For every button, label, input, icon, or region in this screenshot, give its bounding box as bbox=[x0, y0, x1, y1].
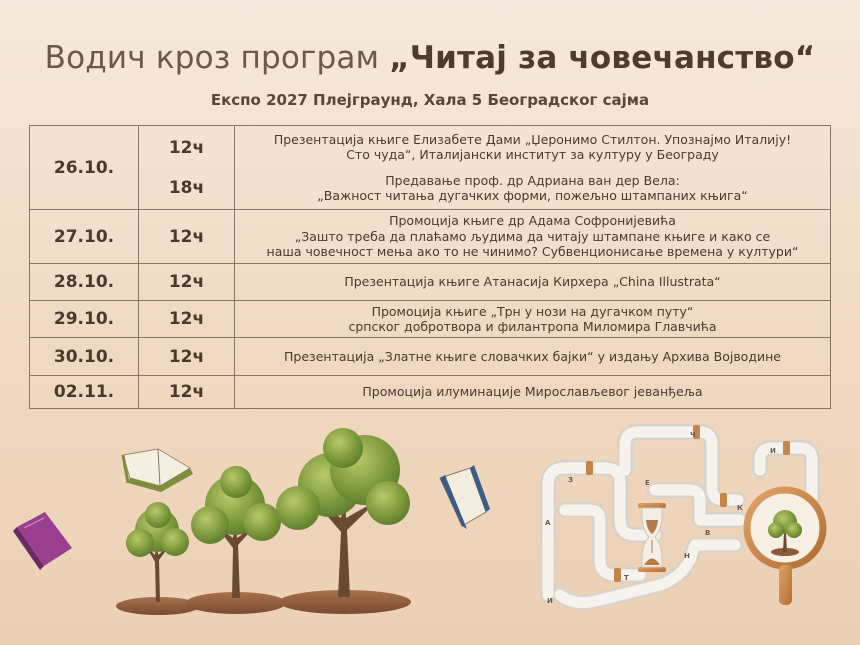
title-regular: Водич кроз програм bbox=[44, 40, 390, 76]
time-cell: 12ч bbox=[139, 210, 235, 264]
book-icon bbox=[440, 465, 490, 529]
description-line: српског добротвора и филантропа Миломира Главчића bbox=[348, 319, 717, 334]
book-icon bbox=[123, 449, 193, 492]
title-bold: „Читај за човечанство“ bbox=[389, 40, 816, 76]
time-cell: 12ч bbox=[139, 301, 235, 338]
book-icon bbox=[13, 512, 72, 570]
tree-icon bbox=[191, 466, 281, 598]
time-value: 12ч bbox=[168, 137, 205, 158]
description-line: Предавање проф. др Адриана ван дер Вела: bbox=[385, 172, 680, 188]
tree-icon bbox=[126, 502, 189, 602]
description-line: „Зашто треба да плаћамо људима да читају штампане књиге и како се bbox=[294, 228, 771, 244]
date-cell: 27.10. bbox=[30, 210, 139, 264]
date-cell: 28.10. bbox=[30, 264, 139, 301]
date-cell: 02.11. bbox=[30, 376, 139, 409]
svg-text:К: К bbox=[737, 504, 743, 512]
date-cell: 29.10. bbox=[30, 301, 139, 338]
svg-text:Ч: Ч bbox=[690, 431, 696, 439]
svg-text:З: З bbox=[568, 476, 573, 484]
description-line: Сто чуда“, Италијански институт за културу у Београду bbox=[346, 147, 719, 162]
time-value: 18ч bbox=[168, 177, 205, 198]
tree-icon bbox=[276, 428, 410, 597]
description-line: Презентација књиге Елизабете Дами „Џеронимо Стилтон. Упознајмо Италију! bbox=[273, 131, 792, 147]
description-line: Промоција књиге „Трн у нози на дугачком путу“ bbox=[371, 303, 694, 319]
description-line: Презентација књиге Атанасија Кирхера „China Illustrata“ bbox=[344, 274, 721, 290]
svg-text:И: И bbox=[547, 597, 553, 605]
svg-text:Т: Т bbox=[624, 574, 629, 582]
svg-text:А: А bbox=[545, 519, 551, 527]
description-line: Промоција књиге др Адама Софронијевића bbox=[389, 213, 676, 229]
date-cell: 26.10. bbox=[30, 126, 139, 210]
svg-text:В: В bbox=[705, 529, 711, 537]
time-cell: 12ч bbox=[139, 376, 235, 409]
description-line: Промоција илуминације Мирослављевог јеванђеља bbox=[362, 384, 703, 400]
time-cell: 12ч bbox=[139, 338, 235, 376]
svg-text:Н: Н bbox=[684, 552, 690, 560]
description-line: „Важност читања дугачких форми, пожељно штампаних књига“ bbox=[317, 188, 748, 203]
description-line: Презентација „Златне књиге словачких бајки“ у издању Архива Војводине bbox=[284, 348, 781, 364]
time-cell: 12ч bbox=[139, 264, 235, 301]
page-subtitle: Експо 2027 Плејграунд, Хала 5 Београдског сајма bbox=[210, 91, 650, 109]
description-line: наша човечност мења ако то не чинимо? Субвенционисање времена у култури“ bbox=[266, 244, 799, 260]
magnifier-icon bbox=[747, 490, 823, 605]
svg-text:Е: Е bbox=[645, 479, 650, 487]
svg-text:И: И bbox=[770, 447, 776, 455]
date-cell: 30.10. bbox=[30, 338, 139, 376]
